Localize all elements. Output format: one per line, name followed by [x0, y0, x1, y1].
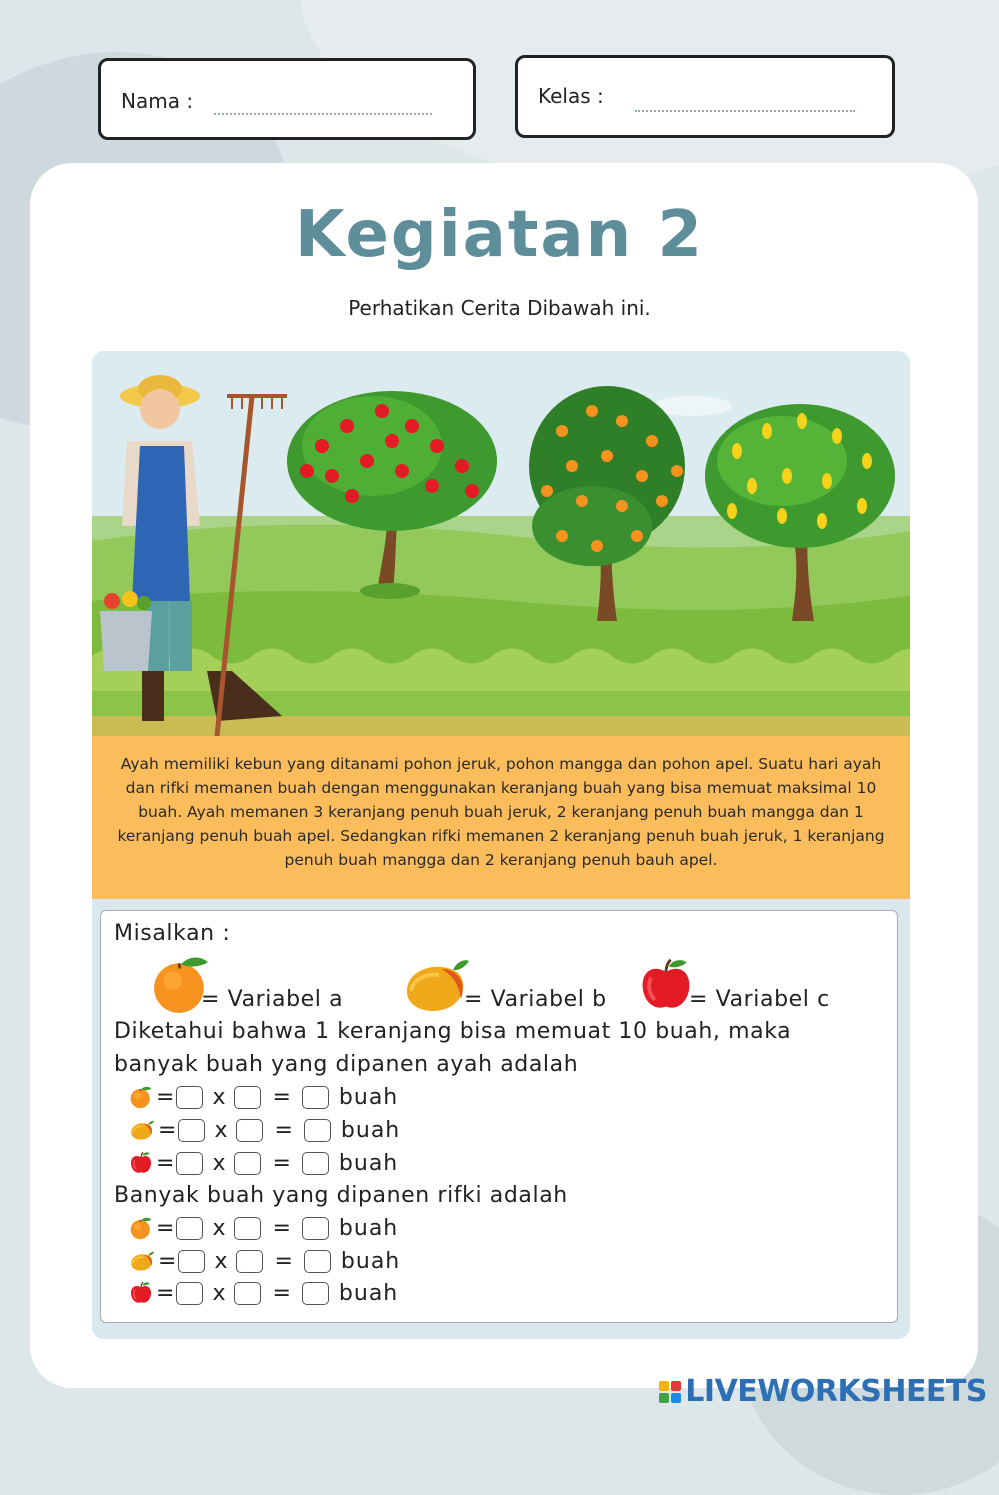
mango-icon [129, 1249, 155, 1273]
answer-box[interactable] [234, 1217, 261, 1240]
variable-c-label: = Variabel c [689, 987, 830, 1012]
variable-b-label: = Variabel b [464, 987, 607, 1012]
answer-box[interactable] [236, 1119, 263, 1142]
rifki-text: Banyak buah yang dipanen rifki adalah [114, 1183, 568, 1208]
answer-box[interactable] [304, 1119, 331, 1142]
equation-row-ayah-orange: = x = buah [129, 1083, 398, 1111]
name-box [98, 58, 476, 140]
answer-box[interactable] [234, 1086, 261, 1109]
answer-box[interactable] [178, 1250, 205, 1273]
apple-icon [129, 1281, 153, 1305]
apple-icon [638, 956, 694, 1014]
answer-box[interactable] [304, 1250, 331, 1273]
class-field[interactable] [635, 110, 855, 112]
mango-icon [401, 955, 471, 1015]
equation-row-rifki-orange: = x = buah [129, 1214, 398, 1242]
equation-row-ayah-mango: = x = buah [129, 1116, 400, 1144]
story-text: Ayah memiliki kebun yang ditanami pohon jeruk, pohon mangga dan pohon apel. Suatu hari ayah dan rifki memanen buah dengan menggunakan keranjang buah yang bisa memuat maksimal 10 buah. Ayah memanen 3 keranjang penuh buah jeruk, 2 keranjang penuh buah mangga dan 1 keranjang penuh buah apel. Sedangkan rifki memanen 2 keranjang penuh buah jeruk, 1 keranjang penuh buah mangga dan 2 keranjang penuh bauh apel. [92, 736, 910, 899]
class-box [515, 55, 895, 138]
orange-icon [129, 1216, 153, 1240]
answer-box[interactable] [176, 1152, 203, 1175]
logo-text: LIVEWORKSHEETS [685, 1374, 987, 1409]
variable-a-label: = Variabel a [201, 987, 344, 1012]
orchard-illustration [92, 351, 910, 736]
answer-box[interactable] [234, 1152, 261, 1175]
page-subtitle: Perhatikan Cerita Dibawah ini. [348, 296, 651, 320]
known-text-line1: Diketahui bahwa 1 keranjang bisa memuat 10 buah, maka [114, 1019, 792, 1044]
answer-box[interactable] [302, 1086, 329, 1109]
equation-row-ayah-apple: = x = buah [129, 1149, 398, 1177]
answer-box[interactable] [302, 1217, 329, 1240]
answer-box[interactable] [176, 1086, 203, 1109]
mango-icon [129, 1118, 155, 1142]
equation-row-rifki-mango: = x = buah [129, 1247, 400, 1275]
worksheet-box [100, 910, 898, 1323]
misalkan-label: Misalkan : [114, 921, 231, 946]
equation-row-rifki-apple: = x = buah [129, 1279, 398, 1307]
answer-box[interactable] [302, 1152, 329, 1175]
class-label: Kelas : [538, 84, 604, 108]
name-field[interactable] [214, 113, 432, 115]
known-text-line2: banyak buah yang dipanen ayah adalah [114, 1052, 579, 1077]
answer-box[interactable] [176, 1217, 203, 1240]
answer-box[interactable] [236, 1250, 263, 1273]
orange-icon [129, 1085, 153, 1109]
answer-box[interactable] [178, 1119, 205, 1142]
answer-box[interactable] [234, 1282, 261, 1305]
name-label: Nama : [121, 89, 194, 113]
answer-box[interactable] [176, 1282, 203, 1305]
page-title: Kegiatan 2 [295, 198, 704, 272]
logo-mark-icon [659, 1381, 681, 1403]
answer-box[interactable] [302, 1282, 329, 1305]
liveworksheets-logo[interactable] [659, 1374, 987, 1409]
apple-icon [129, 1151, 153, 1175]
